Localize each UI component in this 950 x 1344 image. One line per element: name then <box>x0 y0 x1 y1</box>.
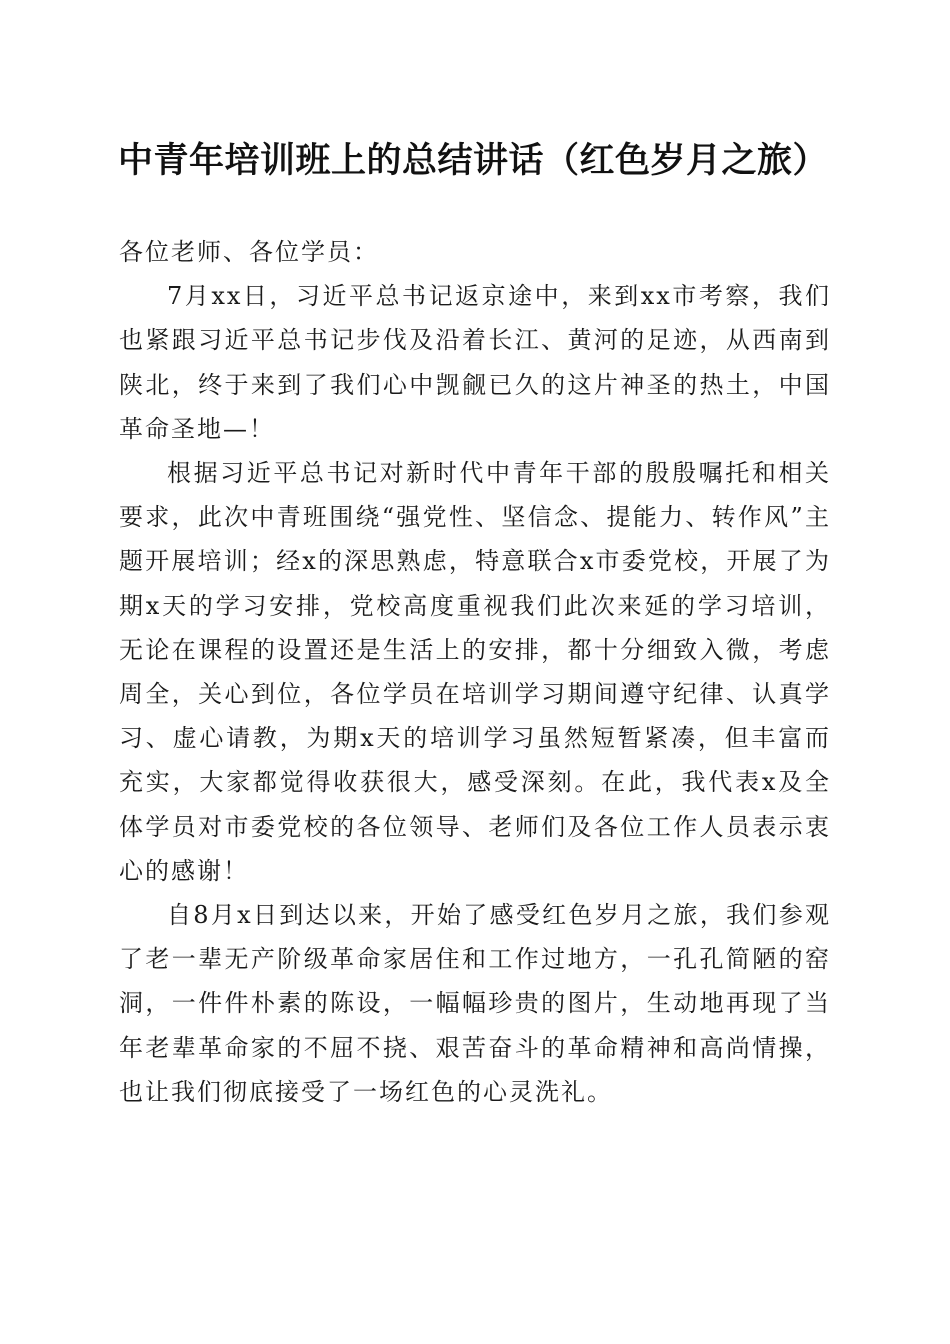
document-title: 中青年培训班上的总结讲话（红色岁月之旅） <box>118 140 829 181</box>
document-body <box>119 230 831 1114</box>
paragraph-1: 7月xx日，习近平总书记返京途中，来到xx市考察，我们也紧跟习近平总书记步伐及沿着长江、黄河的足迹，从西南到陕北，终于来到了我们心中觊觎已久的这片神圣的热土，中国革命圣地—！ <box>119 282 831 443</box>
paragraph-3: 自8月x日到达以来，开始了感受红色岁月之旅，我们参观了老一辈无产阶级革命家居住和工作过地方，一孔孔简陋的窑洞，一件件朴素的陈设，一幅幅珍贵的图片，生动地再现了当年老辈革命家的不屈不挠、艰苦奋斗的革命精神和高尚情操，也让我们彻底接受了一场红色的心灵洗礼。 <box>119 901 831 1106</box>
paragraph-2: 根据习近平总书记对新时代中青年干部的殷殷嘱托和相关要求，此次中青班围绕“强党性、坚信念、提能力、转作风”主题开展培训；经x的深思熟虑，特意联合x市委党校，开展了为期x天的学习安排，党校高度重视我们此次来延的学习培训，无论在课程的设置还是生活上的安排，都十分细致入微，考虑周全，关心到位，各位学员在培训学习期间遵守纪律、认真学习、虚心请教，为期x天的培训学习虽然短暂紧凑，但丰富而充实，大家都觉得收获很大，感受深刻。在此，我代表x及全体学员对市委党校的各位领导、老师们及各位工作人员表示衷心的感谢！ <box>119 459 831 885</box>
salutation: 各位老师、各位学员： <box>119 238 379 266</box>
